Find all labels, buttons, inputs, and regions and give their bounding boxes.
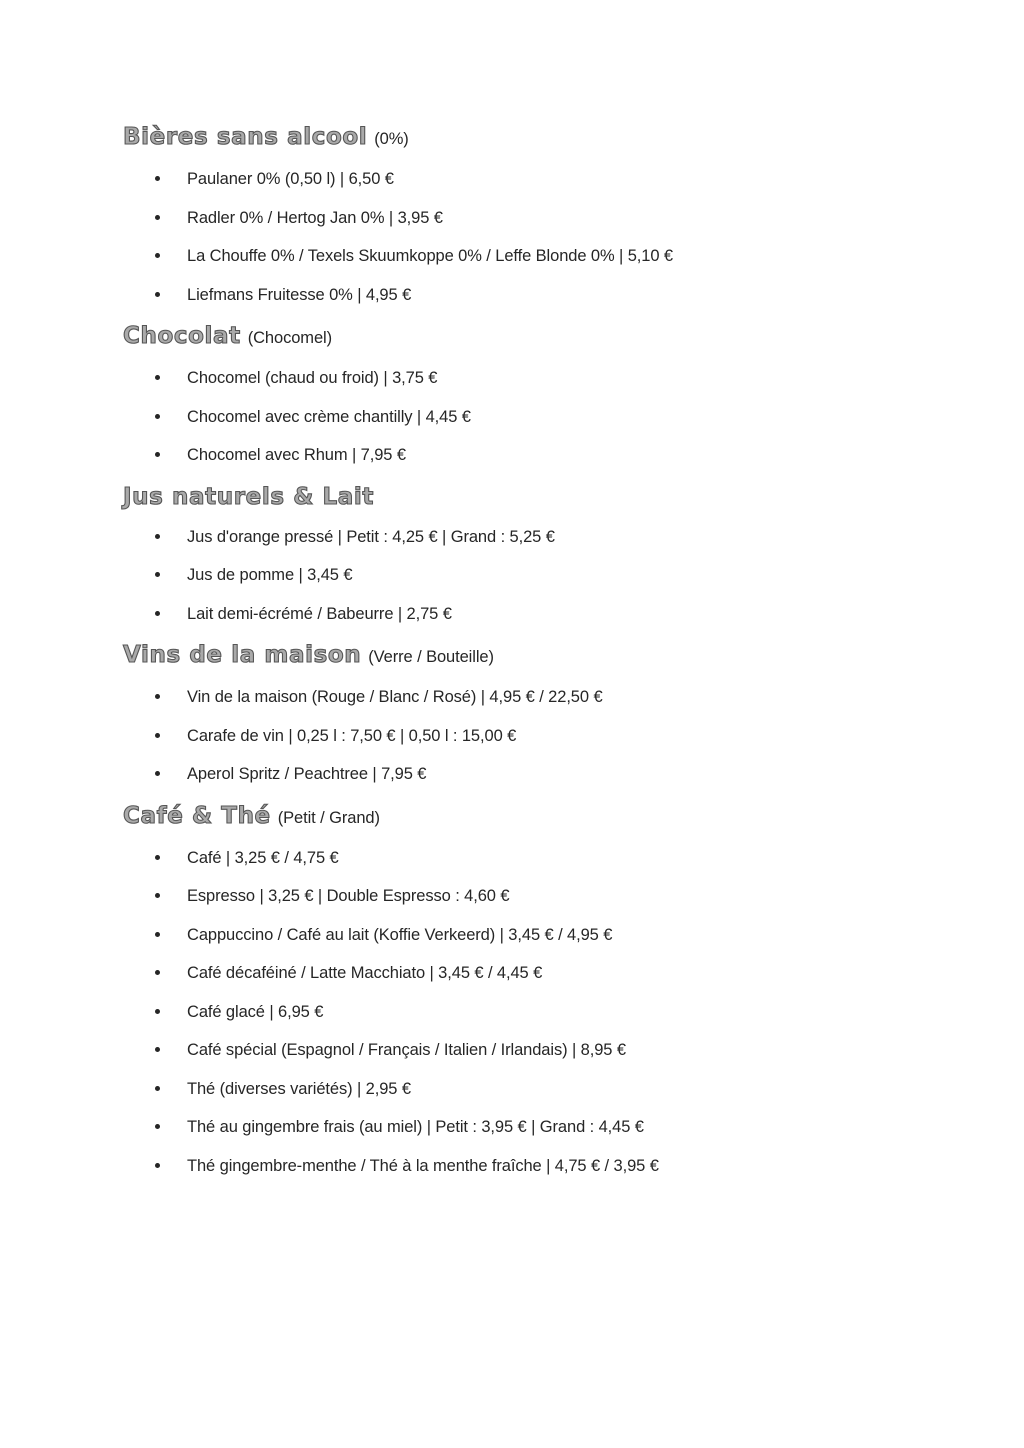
menu-item-list <box>123 367 934 466</box>
menu-item-text: Café spécial (Espagnol / Français / Italien / Irlandais) | 8,95 € <box>187 1041 626 1059</box>
bullet-icon <box>155 414 160 419</box>
section-subtitle: (Petit / Grand) <box>277 808 380 827</box>
bullet-icon <box>155 452 160 457</box>
section-title: Jus naturels & Lait <box>123 483 374 510</box>
menu-item-text: Aperol Spritz / Peachtree | 7,95 € <box>187 765 427 783</box>
bullet-icon <box>155 292 160 297</box>
bullet-icon <box>155 375 160 380</box>
menu-sections-container <box>123 123 934 1177</box>
menu-item-text: Vin de la maison (Rouge / Blanc / Rosé) | 4,95 € / 22,50 € <box>187 688 603 706</box>
bullet-icon <box>155 176 160 181</box>
menu-item-list <box>123 526 934 625</box>
menu-item <box>123 1039 934 1061</box>
menu-item-text: Thé au gingembre frais (au miel) | Petit : 3,95 € | Grand : 4,45 € <box>187 1118 644 1136</box>
menu-item-list <box>123 686 934 785</box>
menu-item <box>123 924 934 946</box>
section-heading <box>123 641 934 670</box>
menu-item <box>123 725 934 747</box>
menu-item-text: La Chouffe 0% / Texels Skuumkoppe 0% / Leffe Blonde 0% | 5,10 € <box>187 247 673 265</box>
menu-item-text: Café | 3,25 € / 4,75 € <box>187 848 339 867</box>
menu-item-list <box>123 168 934 306</box>
menu-item <box>123 603 934 625</box>
section-title: Bières sans alcool <box>123 124 368 150</box>
section-subtitle: (Verre / Bouteille) <box>368 648 494 666</box>
menu-item-list <box>123 847 934 1177</box>
bullet-icon <box>155 970 160 975</box>
menu-item-text: Lait demi-écrémé / Babeurre | 2,75 € <box>187 604 452 623</box>
menu-item <box>123 885 934 907</box>
menu-item <box>123 1155 934 1177</box>
menu-item <box>123 686 934 708</box>
menu-section <box>123 802 934 1177</box>
section-heading <box>123 123 934 152</box>
section-heading <box>123 322 934 351</box>
menu-item <box>123 284 934 306</box>
bullet-icon <box>155 572 160 577</box>
section-heading <box>123 483 934 510</box>
menu-section <box>123 123 934 306</box>
menu-item <box>123 1078 934 1100</box>
menu-section <box>123 322 934 466</box>
bullet-icon <box>155 733 160 738</box>
menu-item-text: Cappuccino / Café au lait (Koffie Verkeerd) | 3,45 € / 4,95 € <box>187 925 613 944</box>
bullet-icon <box>155 611 160 616</box>
bullet-icon <box>155 253 160 258</box>
section-title: Chocolat <box>123 323 241 349</box>
menu-item <box>123 962 934 984</box>
bullet-icon <box>155 1086 160 1091</box>
bullet-icon <box>155 1047 160 1052</box>
menu-item-text: Carafe de vin | 0,25 l : 7,50 € | 0,50 l : 15,00 € <box>187 726 517 745</box>
bullet-icon <box>155 215 160 220</box>
menu-item-text: Jus de pomme | 3,45 € <box>187 566 353 584</box>
bullet-icon <box>155 1124 160 1129</box>
menu-item-text: Espresso | 3,25 € | Double Espresso : 4,60 € <box>187 887 510 905</box>
section-title: Vins de la maison <box>123 642 362 668</box>
menu-item <box>123 1116 934 1138</box>
menu-item-text: Liefmans Fruitesse 0% | 4,95 € <box>187 285 412 304</box>
section-title: Café & Thé <box>123 802 271 829</box>
menu-item <box>123 564 934 586</box>
menu-item-text: Thé (diverses variétés) | 2,95 € <box>187 1079 411 1098</box>
bullet-icon <box>155 1009 160 1014</box>
menu-item-text: Chocomel avec crème chantilly | 4,45 € <box>187 407 471 426</box>
menu-item <box>123 847 934 869</box>
menu-item-text: Chocomel (chaud ou froid) | 3,75 € <box>187 369 438 387</box>
menu-item-text: Chocomel avec Rhum | 7,95 € <box>187 446 406 464</box>
bullet-icon <box>155 694 160 699</box>
menu-section <box>123 483 934 625</box>
menu-section <box>123 641 934 785</box>
menu-item <box>123 1001 934 1023</box>
menu-item <box>123 168 934 190</box>
menu-item-text: Paulaner 0% (0,50 l) | 6,50 € <box>187 170 394 188</box>
section-heading <box>123 802 934 831</box>
menu-item <box>123 207 934 229</box>
menu-item-text: Radler 0% / Hertog Jan 0% | 3,95 € <box>187 208 443 227</box>
section-subtitle: (0%) <box>374 130 409 148</box>
menu-item-text: Café décaféiné / Latte Macchiato | 3,45 € / 4,45 € <box>187 964 543 982</box>
menu-item <box>123 406 934 428</box>
menu-item <box>123 367 934 389</box>
bullet-icon <box>155 855 160 860</box>
menu-item <box>123 245 934 267</box>
section-subtitle: (Chocomel) <box>247 329 332 347</box>
bullet-icon <box>155 771 160 776</box>
menu-item-text: Café glacé | 6,95 € <box>187 1002 324 1021</box>
menu-item <box>123 526 934 548</box>
menu-item-text: Jus d'orange pressé | Petit : 4,25 € | Grand : 5,25 € <box>187 527 555 546</box>
bullet-icon <box>155 932 160 937</box>
menu-item <box>123 763 934 785</box>
bullet-icon <box>155 893 160 898</box>
bullet-icon <box>155 534 160 539</box>
menu-item-text: Thé gingembre-menthe / Thé à la menthe fraîche | 4,75 € / 3,95 € <box>187 1156 659 1175</box>
bullet-icon <box>155 1163 160 1168</box>
menu-item <box>123 444 934 466</box>
